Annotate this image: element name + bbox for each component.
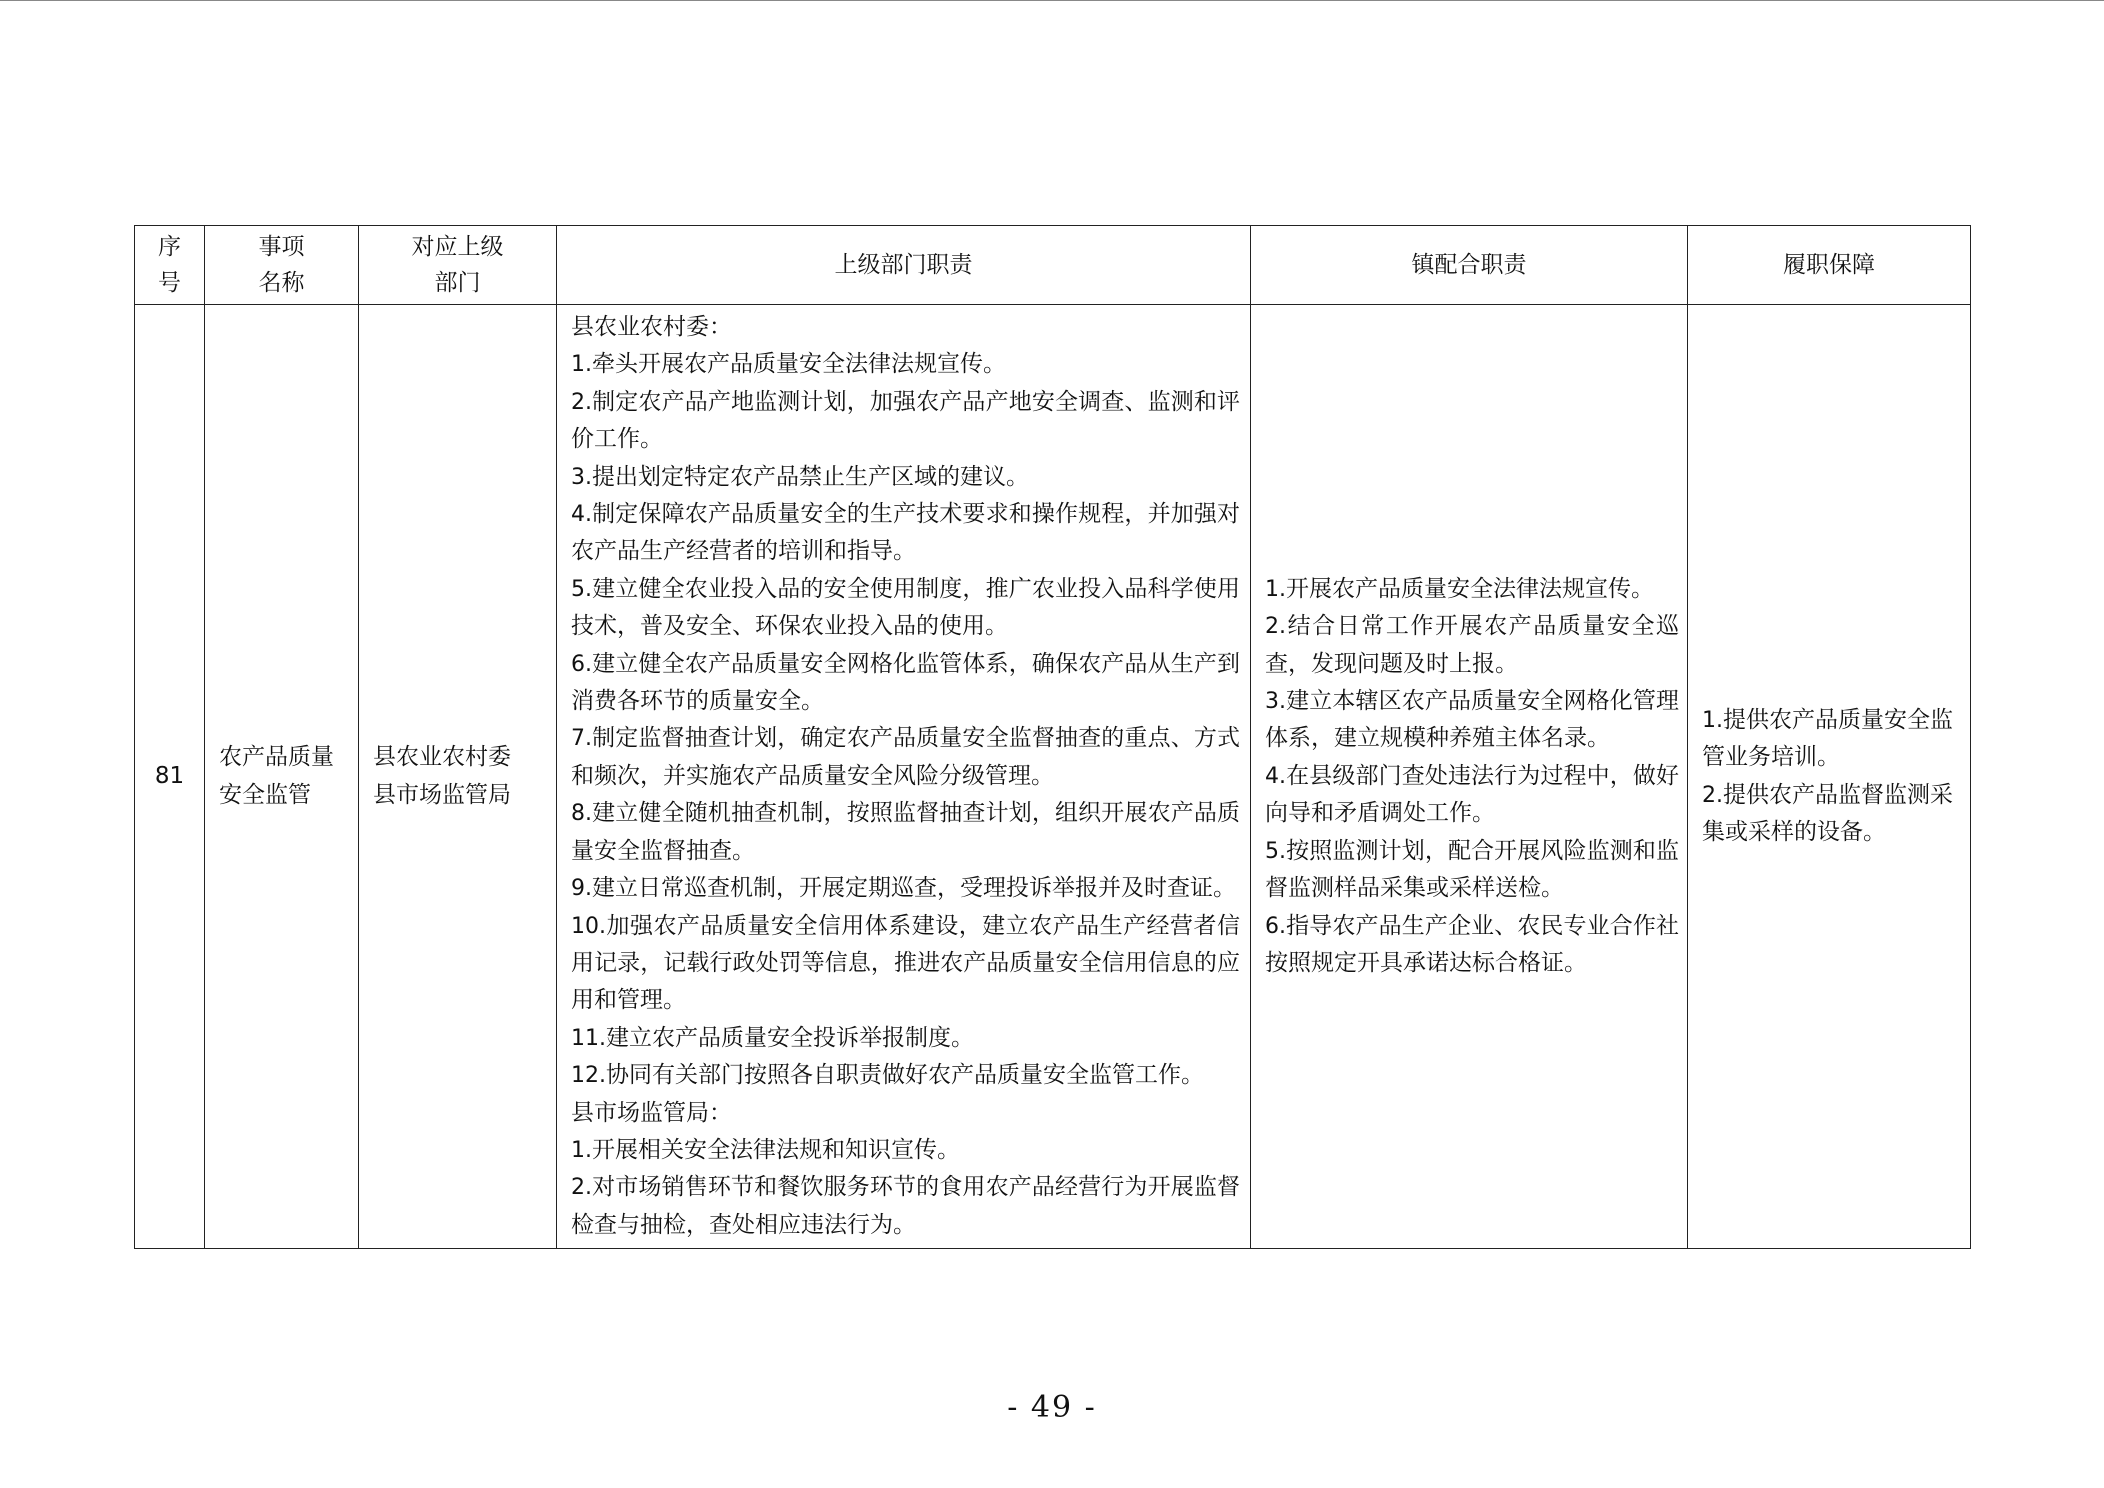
list-item-text: 提供农产品质量安全监管业务培训。 — [1702, 706, 1953, 771]
list-item — [571, 1020, 1240, 1057]
list-heading — [571, 309, 1240, 346]
list-item-number: 12. — [571, 1063, 606, 1089]
duty-table — [134, 225, 1971, 1249]
header-town-duties: 镇配合职责 — [1251, 226, 1688, 305]
list-item — [571, 1132, 1240, 1169]
list-item-number: 9. — [571, 876, 592, 902]
row-depts — [359, 305, 557, 1249]
list-item — [571, 1057, 1240, 1094]
list-item — [571, 571, 1240, 646]
list-item-text: 县市场监管局： — [571, 1099, 732, 1126]
list-item-text: 开展相关安全法律法规和知识宣传。 — [592, 1136, 960, 1163]
list-item-number: 4. — [1265, 763, 1286, 789]
list-item-text: 建立健全随机抽查机制，按照监督抽查计划，组织开展农产品质量安全监督抽查。 — [571, 800, 1240, 864]
guarantee-cell — [1688, 305, 1971, 1249]
list-item-number: 5. — [1265, 838, 1286, 864]
list-item — [571, 384, 1240, 459]
table-row — [135, 305, 1971, 1249]
list-item-text: 建立日常巡查机制，开展定期巡查，受理投诉举报并及时查证。 — [592, 875, 1236, 902]
list-item — [571, 795, 1240, 870]
list-item-text: 指导农产品生产企业、农民专业合作社按照规定开具承诺达标合格证。 — [1265, 912, 1679, 976]
header-item-name: 事项 名称 — [205, 226, 359, 305]
list-item — [571, 870, 1240, 907]
list-item-text: 建立本辖区农产品质量安全网格化管理体系，建立规模种养殖主体名录。 — [1265, 688, 1679, 752]
list-item — [1265, 908, 1679, 983]
list-item-text: 按照监测计划，配合开展风险监测和监督监测样品采集或采样送检。 — [1265, 837, 1679, 902]
header-upper-dept: 对应上级 部门 — [359, 226, 557, 305]
list-item-text: 制定保障农产品质量安全的生产技术要求和操作规程，并加强对农产品生产经营者的培训和指导。 — [571, 501, 1240, 565]
list-item-number: 7. — [571, 726, 592, 752]
list-item — [1265, 758, 1679, 833]
list-item-text: 结合日常工作开展农产品质量安全巡查，发现问题及时上报。 — [1265, 613, 1679, 677]
list-item-text: 制定农产品产地监测计划，加强农产品产地安全调查、监测和评价工作。 — [571, 388, 1240, 453]
list-item-number: 3. — [571, 464, 592, 490]
list-item-text: 提供农产品监督监测采集或采样的设备。 — [1702, 781, 1953, 845]
list-item-text: 牵头开展农产品质量安全法律法规宣传。 — [592, 351, 1006, 378]
list-item — [571, 1169, 1240, 1244]
list-item — [1265, 608, 1679, 683]
list-item-number: 6. — [571, 651, 592, 677]
top-border-line — [0, 0, 2104, 1]
list-item — [1265, 833, 1679, 908]
list-item-text: 制定监督抽查计划，确定农产品质量安全监督抽查的重点、方式和频次，并实施农产品质量安全风险分级管理。 — [571, 725, 1240, 789]
list-item-number: 1. — [571, 1137, 592, 1163]
upper-duties-cell — [557, 305, 1251, 1249]
list-item-text: 建立健全农业投入品的安全使用制度，推广农业投入品科学使用技术，普及安全、环保农业投入品的使用。 — [571, 575, 1240, 640]
header-upper-duties: 上级部门职责 — [557, 226, 1251, 305]
list-item-number: 2. — [571, 1175, 592, 1201]
list-item — [571, 908, 1240, 1020]
list-item-number: 2. — [571, 389, 592, 415]
list-item — [1265, 683, 1679, 758]
list-item-number: 1. — [1702, 707, 1723, 733]
list-item-text: 县农业农村委： — [571, 314, 732, 340]
list-item-number: 3. — [1265, 689, 1286, 715]
list-item — [1265, 571, 1679, 608]
list-item — [1702, 777, 1962, 852]
header-guarantee: 履职保障 — [1688, 226, 1971, 305]
list-heading — [571, 1095, 1240, 1132]
list-item-text: 开展农产品质量安全法律法规宣传。 — [1286, 575, 1654, 602]
list-item-text: 在县级部门查处违法行为过程中，做好向导和矛盾调处工作。 — [1265, 762, 1679, 827]
list-item — [1702, 702, 1962, 777]
list-item-text: 提出划定特定农产品禁止生产区域的建议。 — [592, 463, 1029, 490]
list-item-text: 对市场销售环节和餐饮服务环节的食用农产品经营行为开展监督检查与抽检，查处相应违法行为。 — [571, 1174, 1240, 1238]
list-item-number: 2. — [1265, 614, 1286, 640]
list-item-text: 建立农产品质量安全投诉举报制度。 — [606, 1024, 974, 1051]
list-item-number: 10. — [571, 913, 606, 939]
list-item-number: 6. — [1265, 913, 1286, 939]
list-item-number: 1. — [571, 352, 592, 378]
list-item-number: 5. — [571, 576, 592, 602]
list-item-number: 2. — [1702, 782, 1723, 808]
row-item-name: 农产品质量安全监管 — [205, 305, 359, 1249]
list-item — [571, 459, 1240, 496]
list-item — [571, 496, 1240, 571]
header-seq: 序 号 — [135, 226, 205, 305]
list-item — [571, 646, 1240, 721]
page-number: - 49 - — [1007, 1390, 1097, 1425]
list-item — [571, 720, 1240, 795]
dept-name: 县农业农村委 — [373, 744, 511, 771]
list-item-text: 协同有关部门按照各自职责做好农产品质量安全监管工作。 — [606, 1062, 1204, 1089]
list-item-number: 4. — [571, 502, 592, 528]
row-seq: 81 — [135, 305, 205, 1249]
header-row — [135, 226, 1971, 305]
list-item-number: 8. — [571, 801, 592, 827]
town-duties-cell — [1251, 305, 1688, 1249]
list-item-number: 1. — [1265, 576, 1286, 602]
table-header — [135, 226, 1971, 305]
list-item-number: 11. — [571, 1025, 606, 1051]
dept-name: 县市场监管局 — [373, 781, 511, 808]
list-item — [571, 346, 1240, 383]
list-item-text: 加强农产品质量安全信用体系建设，建立农产品生产经营者信用记录，记载行政处罚等信息，推进农产品质量安全信用信息的应用和管理。 — [571, 912, 1240, 1014]
list-item-text: 建立健全农产品质量安全网格化监管体系，确保农产品从生产到消费各环节的质量安全。 — [571, 650, 1240, 715]
